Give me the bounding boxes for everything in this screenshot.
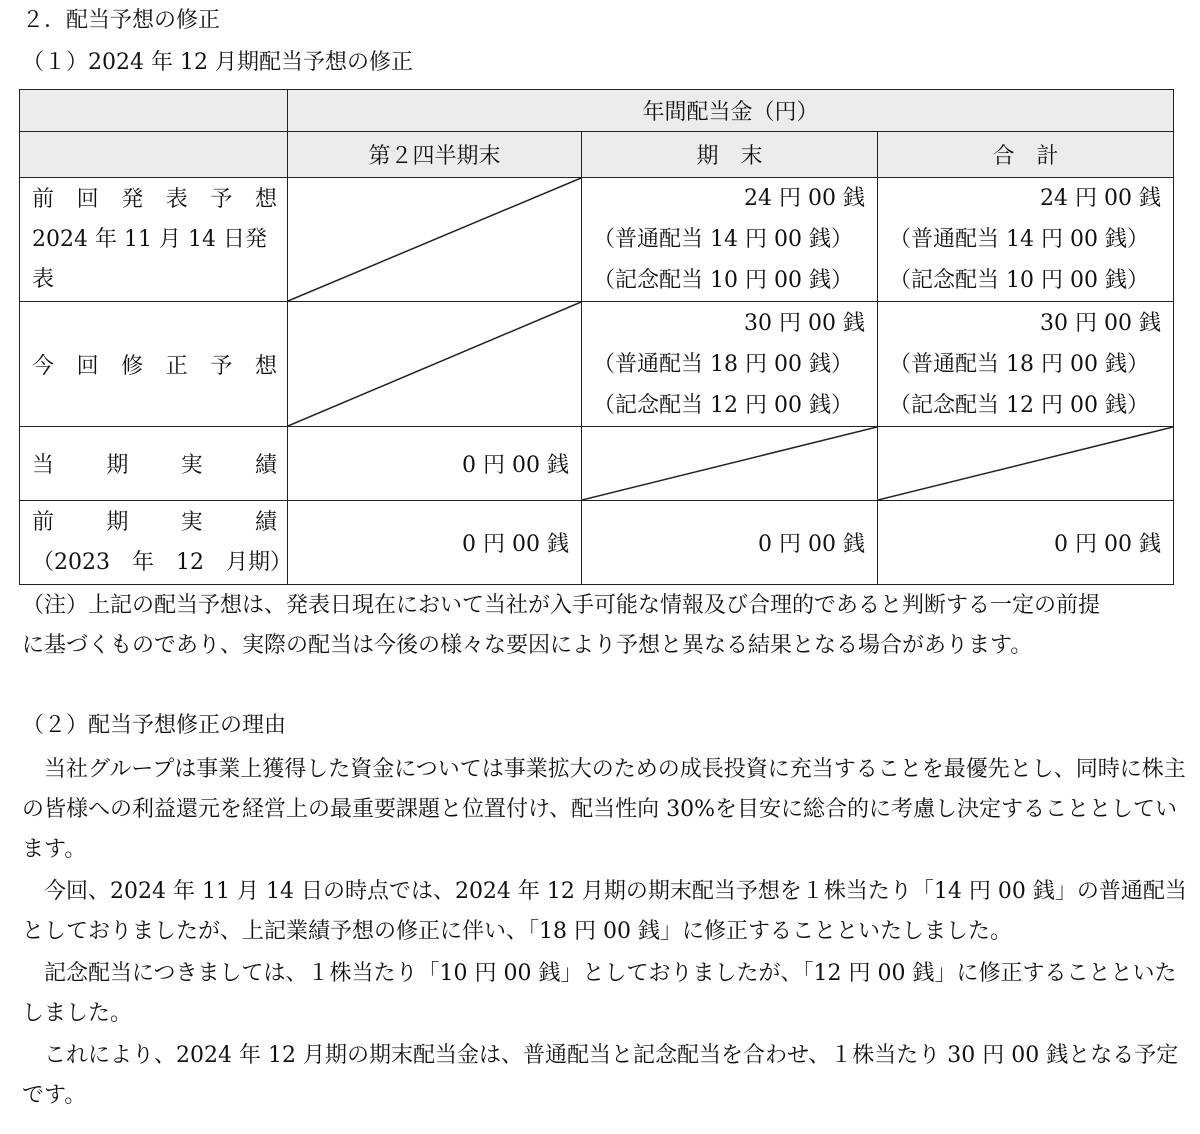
cell-prev-actual-year-end: 0 円 00 銭 [582,501,878,585]
paragraph-total-dividend: これにより、2024 年 12 月期の期末配当金は、普通配当と記念配当を合わせ、１株当たり 30 円 00 銭となる予定です。 [22,1043,1179,1108]
cell-revised-year-end: 30 円 00 銭 （普通配当 18 円 00 銭） （記念配当 12 円 00 銭） [582,302,878,427]
dividend-table [19,89,1174,585]
subheading-forecast-revision: （１）2024 年 12 月期配当予想の修正 [22,50,413,75]
cell-current-total-empty [878,427,1174,501]
paragraph-commemorative-dividend: 記念配当につきましては、１株当たり「10 円 00 銭」としておりましたが、「12 円 00 銭」に修正することといたしました。 [22,961,1177,1026]
note-line-1: （注）上記の配当予想は、発表日現在において当社が入手可能な情報及び合理的であると判断する一定の前提 [22,593,1101,618]
row-label-previous-forecast: 前 回 発 表 予 想 2024 年 11 月 14 日発表 [20,178,288,302]
subheading-reason: （２）配当予想修正の理由 [22,713,287,738]
row-label-current-actual: 当 期 実 績 [20,427,288,501]
cell-current-year-end-empty [582,427,878,501]
previous-forecast-date: 2024 年 11 月 14 日発表 [32,226,267,292]
section-heading: ２．配当予想の修正 [22,8,221,33]
cell-prev-actual-q2: 0 円 00 銭 [288,501,582,585]
cell-current-q2: 0 円 00 銭 [288,427,582,501]
header-total: 合 計 [878,132,1174,178]
cell-revised-total: 30 円 00 銭 （普通配当 18 円 00 銭） （記念配当 12 円 00 銭） [878,302,1174,427]
row-label-revised-forecast: 今 回 修 正 予 想 [20,302,288,427]
previous-actual-period: （2023 年 12 月期） [32,549,292,575]
cell-revised-q2-empty [288,302,582,427]
cell-previous-year-end: 24 円 00 銭 （普通配当 14 円 00 銭） （記念配当 10 円 00 銭） [582,178,878,302]
cell-previous-q2-empty [288,178,582,302]
cell-prev-actual-total: 0 円 00 銭 [878,501,1174,585]
header-fiscal-year-end: 期 末 [582,132,878,178]
note-line-2: に基づくものであり、実際の配当は今後の様々な要因により予想と異なる結果となる場合があります。 [22,633,1033,658]
header-q2-end: 第２四半期末 [288,132,582,178]
header-blank-1 [20,90,288,132]
paragraph-policy: 当社グループは事業上獲得した資金については事業拡大のための成長投資に充当することを最優先とし、同時に株主の皆様への利益還元を経営上の最重要課題と位置付け、配当性向 30%を目安に総合的に考慮し決定することとしています。 [22,757,1186,862]
header-blank-2 [20,132,288,178]
cell-previous-total: 24 円 00 銭 （普通配当 14 円 00 銭） （記念配当 10 円 00 銭） [878,178,1174,302]
paragraph-ordinary-dividend: 今回、2024 年 11 月 14 日の時点では、2024 年 12 月期の期末配当予想を１株当たり「14 円 00 銭」の普通配当としておりましたが、上記業績予想の修正に伴い、「18 円 00 銭」に修正することといたしました。 [22,879,1187,944]
header-annual-dividend: 年間配当金（円） [288,90,1174,132]
row-label-previous-actual: 前 期 実 績 （2023 年 12 月期） [20,501,288,585]
